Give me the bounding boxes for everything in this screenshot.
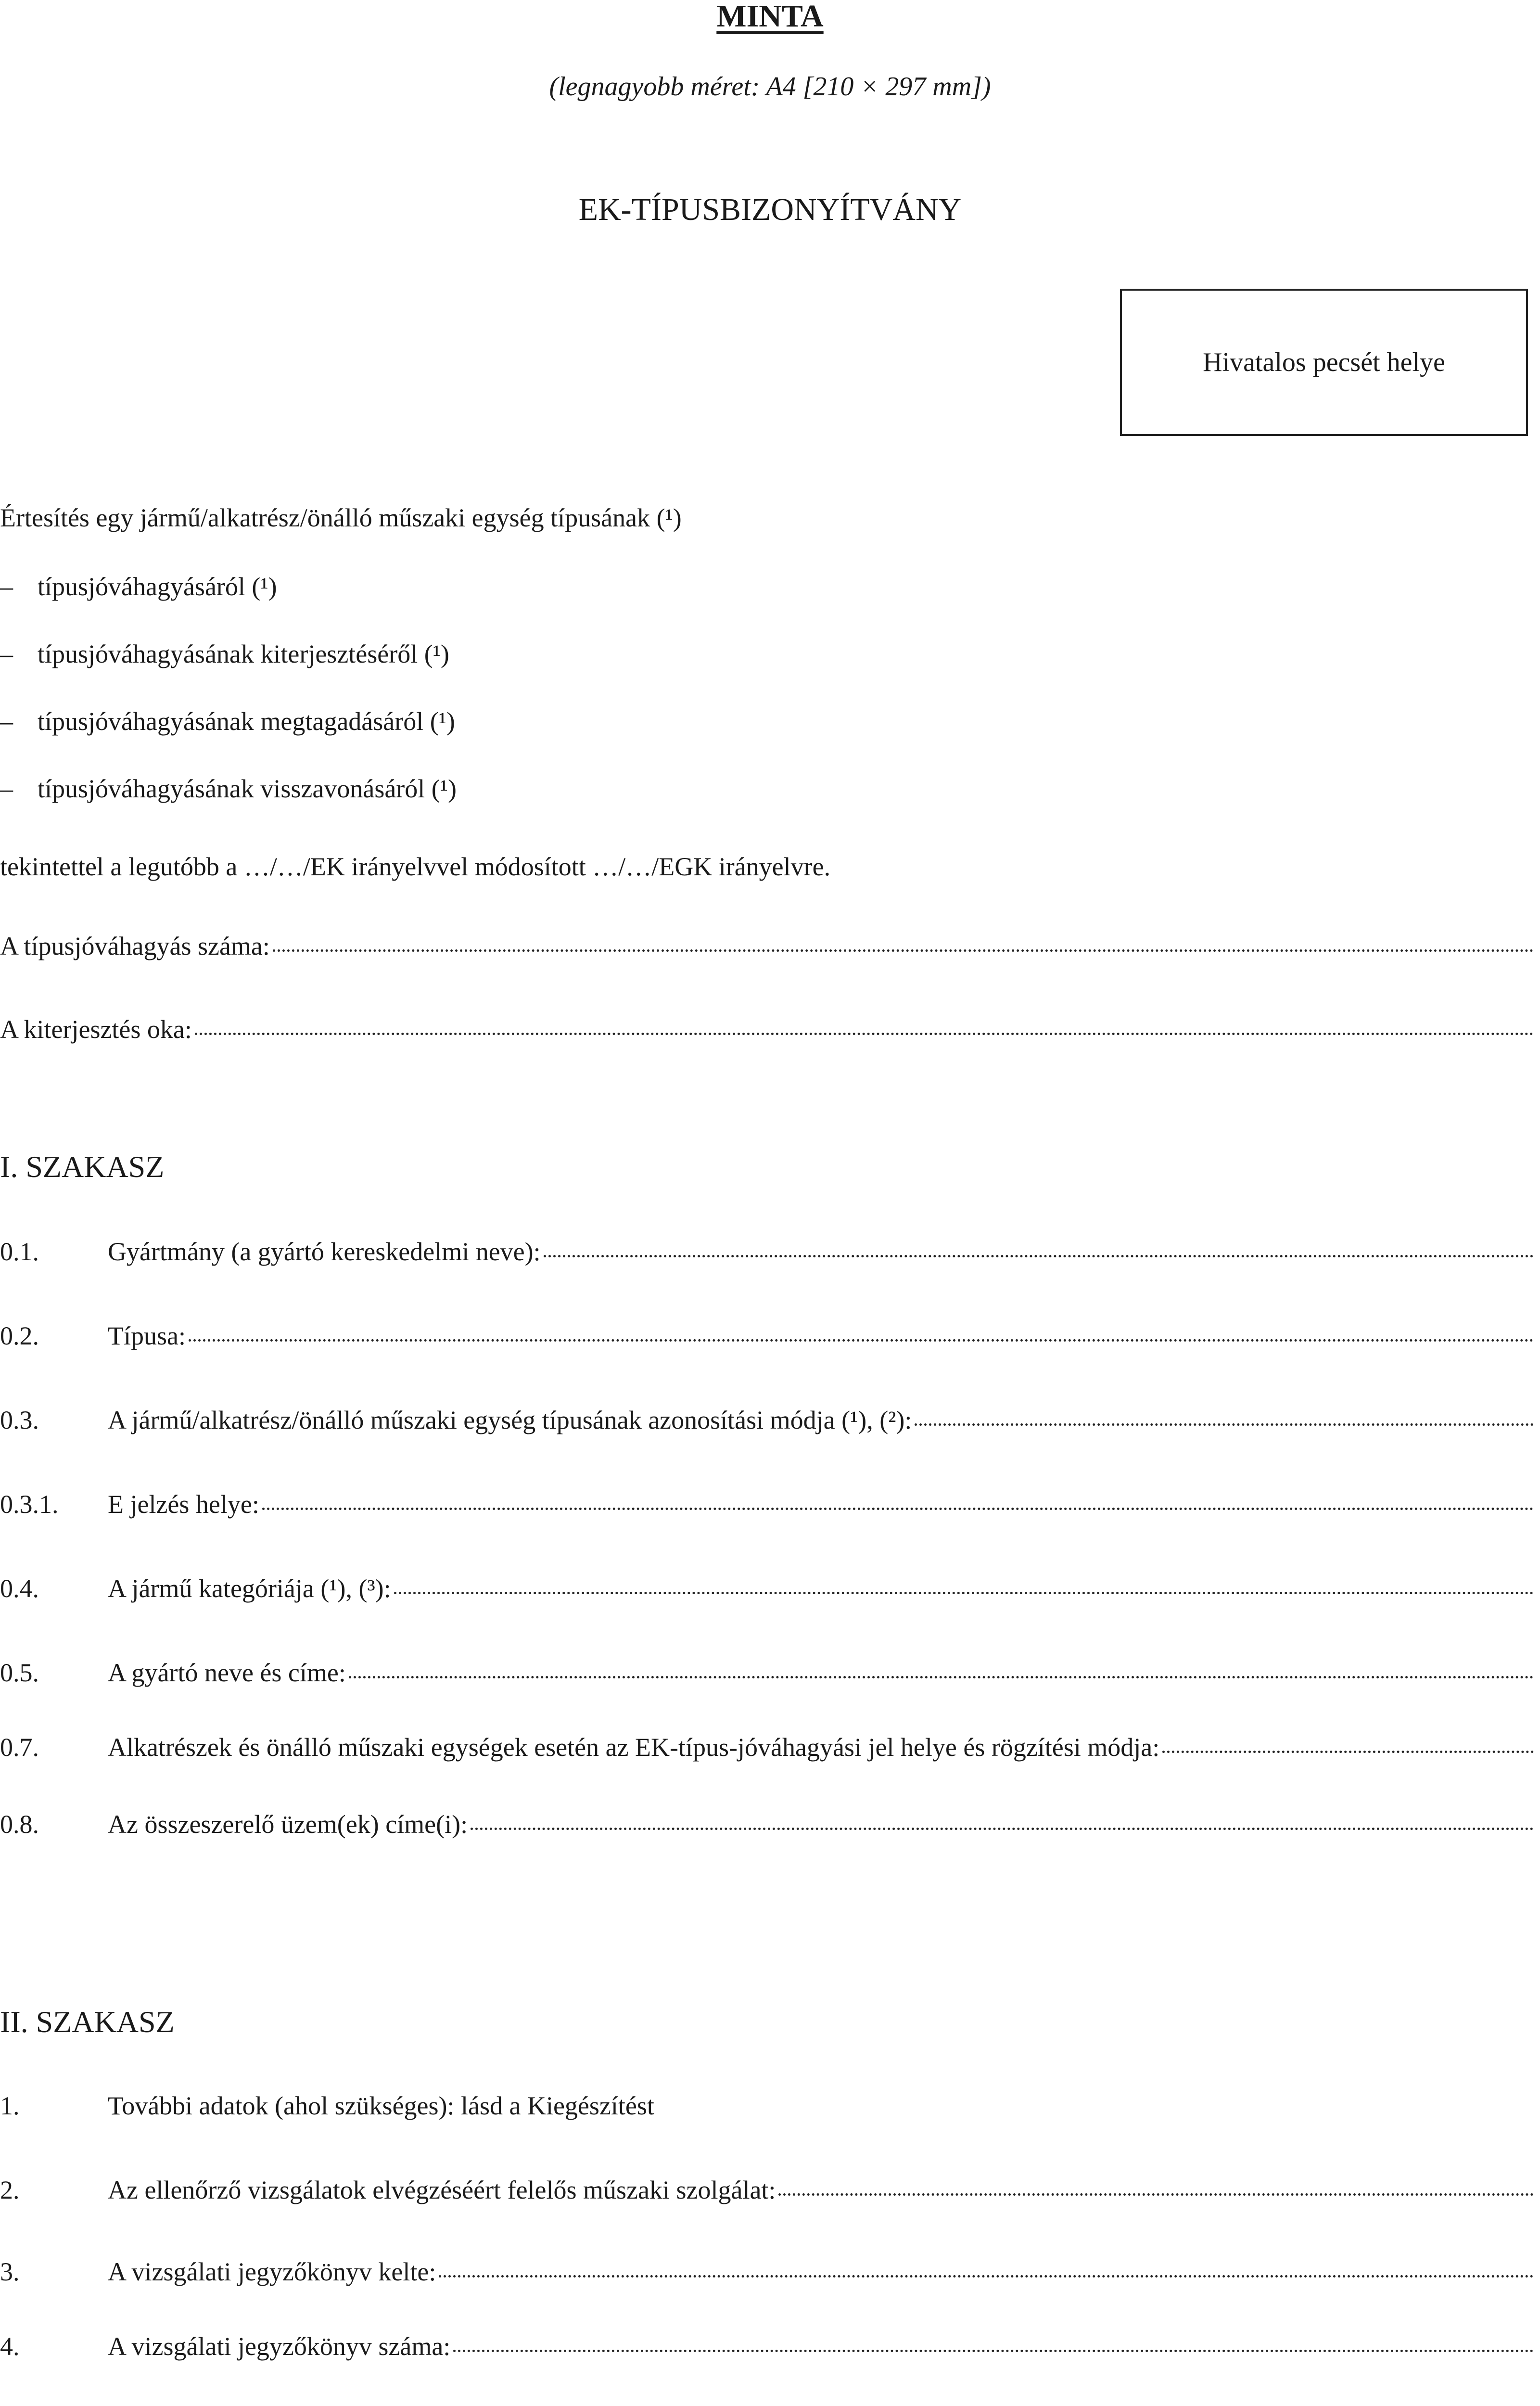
field-number: 0.5. xyxy=(0,1658,39,1687)
notification-item-label: típusjóváhagyásának megtagadásáról (¹) xyxy=(38,707,455,736)
field-number: 0.3.1. xyxy=(0,1490,59,1519)
dash-bullet: – xyxy=(0,707,13,736)
form-field-1 xyxy=(0,2091,1534,2121)
page-title: MINTA xyxy=(716,0,824,34)
fill-in-line[interactable] xyxy=(453,2350,1534,2352)
field-number: 0.3. xyxy=(0,1406,39,1434)
field-number: 0.1. xyxy=(0,1237,39,1266)
field-label: E jelzés helye: xyxy=(108,1490,259,1519)
field-label: A jármű/alkatrész/önálló műszaki egység típusának azonosítási módja (¹), (²): xyxy=(108,1406,912,1434)
field-number: 0.2. xyxy=(0,1321,39,1350)
field-number: 0.4. xyxy=(0,1574,39,1603)
field-label: Alkatrészek és önálló műszaki egységek esetén az EK-típus-jóváhagyási jel helye és rögzítési módja: xyxy=(108,1733,1160,1762)
fill-in-line[interactable] xyxy=(394,1592,1534,1594)
fill-in-line[interactable] xyxy=(471,1828,1534,1830)
field-label: A típusjóváhagyás száma: xyxy=(0,932,270,960)
field-label: A vizsgálati jegyzőkönyv száma: xyxy=(108,2332,451,2361)
section-2-heading: II. SZAKASZ xyxy=(0,2005,175,2039)
stamp-box-label: Hivatalos pecsét helye xyxy=(1203,347,1445,377)
dash-bullet: – xyxy=(0,774,13,803)
form-field-0-2 xyxy=(0,1321,1534,1351)
form-field-2 xyxy=(0,2175,1534,2205)
field-label: Az összeszerelő üzem(ek) címe(i): xyxy=(108,1810,468,1839)
notification-closing: tekintettel a legutóbb a …/…/EK irányelvvel módosított …/…/EGK irányelvre. xyxy=(0,852,831,881)
form-field-0-8 xyxy=(0,1809,1534,1839)
fill-in-line[interactable] xyxy=(349,1676,1534,1678)
fill-in-line[interactable] xyxy=(915,1423,1534,1426)
field-label: A gyártó neve és címe: xyxy=(108,1658,346,1687)
extension-reason-field xyxy=(0,1014,1534,1044)
notification-list-item xyxy=(0,706,455,736)
field-number: 1. xyxy=(0,2091,20,2120)
form-field-0-5 xyxy=(0,1658,1534,1688)
field-label: Típusa: xyxy=(108,1321,186,1350)
fill-in-line[interactable] xyxy=(1162,1751,1534,1753)
document-heading: EK-TÍPUSBIZONYÍTVÁNY xyxy=(578,192,962,227)
dash-bullet: – xyxy=(0,572,13,601)
field-label: További adatok (ahol szükséges): lásd a Kiegészítést xyxy=(108,2091,654,2120)
notification-intro: Értesítés egy jármű/alkatrész/önálló műszaki egység típusának (¹) xyxy=(0,503,682,532)
fill-in-line[interactable] xyxy=(439,2275,1534,2278)
approval-number-field xyxy=(0,931,1534,961)
field-number: 3. xyxy=(0,2257,20,2286)
form-field-0-1 xyxy=(0,1237,1534,1267)
form-field-0-4 xyxy=(0,1574,1534,1603)
field-label: A jármű kategóriája (¹), (³): xyxy=(108,1574,391,1603)
form-field-4 xyxy=(0,2331,1534,2361)
field-number: 0.7. xyxy=(0,1733,39,1762)
fill-in-line[interactable] xyxy=(195,1033,1534,1035)
official-stamp-box xyxy=(1120,289,1528,436)
page-subtitle: (legnagyobb méret: A4 [210 × 297 mm]) xyxy=(549,72,991,102)
form-field-3 xyxy=(0,2257,1534,2287)
section-1-heading: I. SZAKASZ xyxy=(0,1150,165,1184)
fill-in-line[interactable] xyxy=(778,2193,1534,2196)
notification-list-item xyxy=(0,572,277,602)
notification-list-item xyxy=(0,639,449,669)
field-number: 4. xyxy=(0,2332,20,2361)
notification-list-item xyxy=(0,774,457,804)
notification-item-label: típusjóváhagyásának kiterjesztéséről (¹) xyxy=(38,640,449,668)
fill-in-line[interactable] xyxy=(262,1508,1534,1510)
dash-bullet: – xyxy=(0,640,13,668)
field-label: Gyártmány (a gyártó kereskedelmi neve): xyxy=(108,1237,541,1266)
field-number: 0.8. xyxy=(0,1810,39,1839)
field-label: A vizsgálati jegyzőkönyv kelte: xyxy=(108,2257,436,2286)
form-field-0-3-1 xyxy=(0,1489,1534,1519)
fill-in-line[interactable] xyxy=(544,1255,1534,1257)
notification-item-label: típusjóváhagyásáról (¹) xyxy=(38,572,277,601)
fill-in-line[interactable] xyxy=(189,1339,1534,1342)
form-field-0-7 xyxy=(0,1732,1534,1762)
notification-item-label: típusjóváhagyásának visszavonásáról (¹) xyxy=(38,774,457,803)
field-number: 2. xyxy=(0,2176,20,2204)
fill-in-line[interactable] xyxy=(273,949,1534,952)
form-field-0-3 xyxy=(0,1405,1534,1435)
field-label: A kiterjesztés oka: xyxy=(0,1015,192,1044)
field-label: Az ellenőrző vizsgálatok elvégzéséért felelős műszaki szolgálat: xyxy=(108,2176,776,2204)
